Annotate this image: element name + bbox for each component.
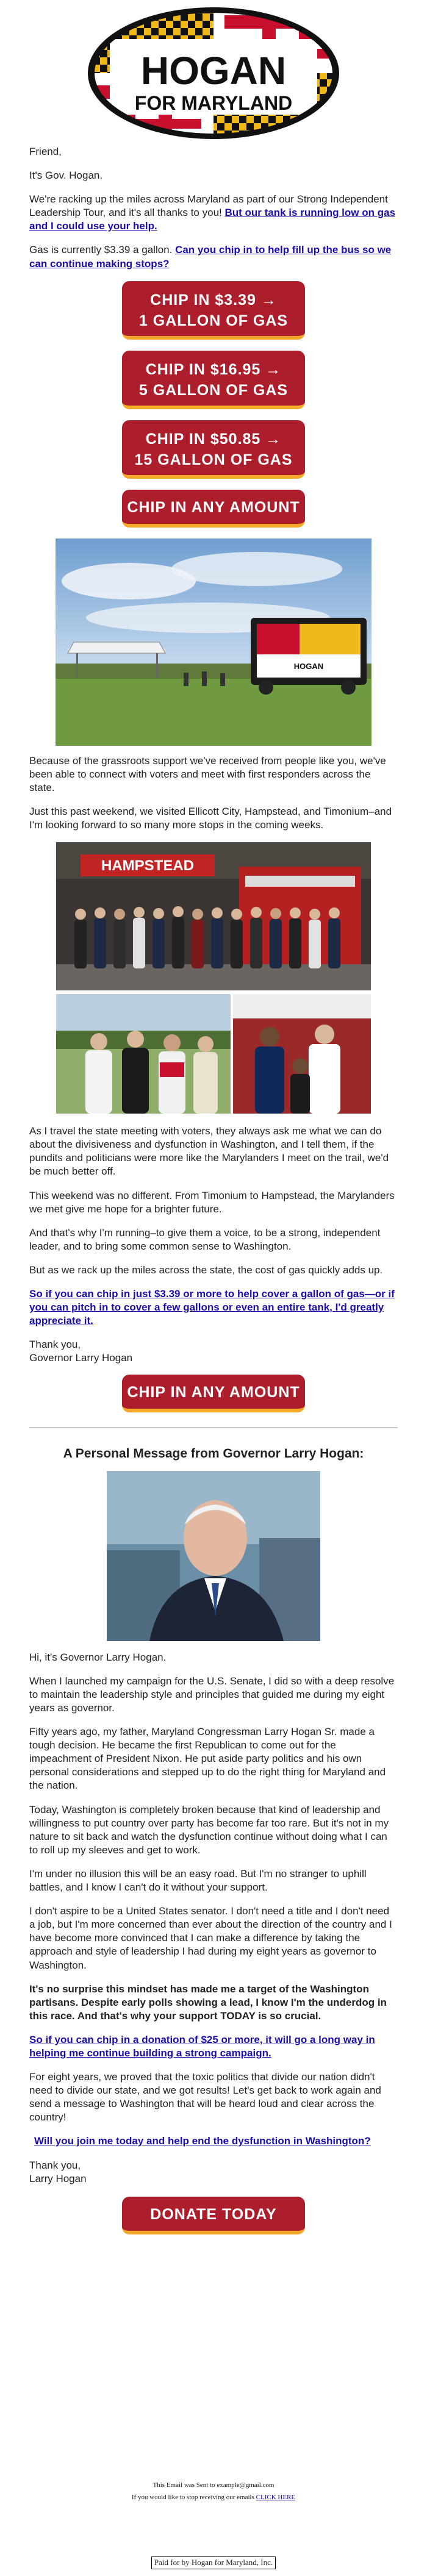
join-me-link[interactable]: Will you join me today and help end the dysfunction in Washington? (34, 2135, 371, 2147)
chip-in-5-gallon-button[interactable] (122, 351, 305, 409)
email-footer (0, 2481, 427, 2502)
hampstead-sign-text: HAMPSTEAD (101, 857, 195, 875)
intro-p2-text: Gas is currently $3.39 a gallon. (29, 244, 176, 256)
button-line: CHIP IN $16.95 → (145, 360, 282, 378)
logo-for-maryland-text: FOR MARYLAND (134, 92, 293, 114)
personal-paragraph-3: Today, Washington is completely broken because that kind of leadership and willingness to put country over party has become far too rare. But it's not in my nature to sit back and watch the dysfunction continue without doing what I can to roll up my sleeves and get to work. (29, 1803, 389, 1856)
intro-line: It's Gov. Hogan. (29, 170, 103, 182)
body-paragraph-3: Because of the grassroots support we've received from people like you, we've been able to connect with voters and meet with first responders across the state. (29, 754, 386, 793)
personal-paragraph-6 (29, 1983, 398, 2023)
body-paragraph-6: This weekend was no different. From Timonium to Hampstead, the Marylanders we met give me hope for a brighter future. (29, 1189, 395, 1215)
donate-25-link[interactable]: So if you can chip in a donation of $25 or more, it will go a long way in helping me continue building a strong campaign. (29, 2033, 375, 2059)
greeting: Friend, (29, 146, 62, 157)
personal-paragraph-1: When I launched my campaign for the U.S. Senate, I did so with a deep resolve to maintain the leadership style and principles that guided me during my eight years as governor. (29, 1675, 395, 1714)
hampstead-firehouse-photo (56, 842, 371, 990)
footer-sent-to: This Email was Sent to example@gmail.com (152, 2481, 274, 2489)
chip-in-gallon-link[interactable]: So if you can chip in just $3.39 or more to help cover a gallon of gas—or if you can pitch in to cover a few gallons or even an entire tank, I'd greatly appreciate it. (29, 1287, 395, 1327)
maryland-flag-emblem (85, 6, 342, 140)
supporters-photo-left (56, 994, 231, 1114)
supporter-photos-row (56, 994, 371, 1114)
personal-signoff-name: Larry Hogan (29, 2172, 87, 2184)
hogan-logo (85, 6, 342, 140)
chip-in-1-gallon-button[interactable] (122, 281, 305, 340)
button-line: 15 GALLON OF GAS (134, 451, 293, 468)
signoff-name: Governor Larry Hogan (29, 1352, 133, 1364)
section-divider (29, 1427, 398, 1428)
personal-signoff-thank-you: Thank you, (29, 2159, 81, 2171)
personal-hi: Hi, it's Governor Larry Hogan. (29, 1651, 167, 1663)
button-line: CHIP IN $50.85 → (145, 430, 282, 448)
logo-hogan-text: HOGAN (140, 49, 287, 93)
personal-message-heading: A Personal Message from Governor Larry Hogan: (63, 1447, 364, 1461)
body-paragraph-8: But as we rack up the miles across the state, the cost of gas quickly adds up. (29, 1264, 383, 1276)
body-paragraph-4: Just this past weekend, we visited Ellicott City, Hampstead, and Timonium–and I'm looking forward to so many more stops in the coming weeks. (29, 805, 392, 831)
footer-unsubscribe-text: If you would like to stop receiving our emails (131, 2494, 256, 2502)
personal-bold-text: It's no surprise this mindset has made me a target of the Washington partisans. Despite early polls showing a lead, I know I'm the underdog in this race. And that's why your support TODAY is so crucial. (29, 1983, 387, 2022)
unsubscribe-link[interactable]: CLICK HERE (256, 2494, 296, 2502)
paid-for-area (0, 2555, 427, 2569)
personal-paragraph-2: Fifty years ago, my father, Maryland Congressman Larry Hogan Sr. made a tough decision. He became the first Republican to come out for the impeachment of President Nixon. He put aside party politics and his own personal considerations and stepped up to do the right thing for Maryland and the nation. (29, 1726, 386, 1792)
fill-up-bus-link[interactable]: Can you chip in to help fill up the bus so we can continue making stops? (29, 244, 392, 270)
campaign-bus-photo (56, 538, 371, 746)
supporters-photo-right (233, 994, 371, 1114)
body-paragraph-9 (29, 1287, 398, 1328)
button-line: 5 GALLON OF GAS (138, 381, 289, 399)
chip-in-15-gallon-button[interactable] (122, 420, 305, 479)
svg-text:HOGAN: HOGAN (293, 661, 324, 671)
tank-low-link[interactable]: But our tank is running low on gas and I could use your help. (29, 207, 396, 232)
donate-today-button[interactable]: DONATE TODAY (122, 2197, 305, 2234)
personal-paragraph-8: For eight years, we proved that the toxic politics that divide our nation didn't need to divide our state, and we got results! Let's get back to work again and send a message to Washington that will be heard loud and clear across the country! (29, 2071, 381, 2123)
signoff-thank-you: Thank you, (29, 1339, 81, 1351)
personal-paragraph-9 (29, 2134, 398, 2148)
button-line: CHIP IN $3.39 → (150, 291, 277, 309)
body-paragraph-7: And that's why I'm running–to give them a voice, to be a strong, independent leader, and to bring some common sense to Washington. (29, 1226, 381, 1252)
intro-paragraph-2 (29, 243, 398, 270)
paid-for-disclaimer: Paid for by Hogan for Maryland, Inc. (151, 2556, 276, 2569)
personal-paragraph-7 (29, 2033, 398, 2060)
header-logo-area (0, 0, 427, 140)
personal-paragraph-4: I'm under no illusion this will be an easy road. But I'm no stranger to uphill battles, and I know I can't do it without your support. (29, 1867, 367, 1894)
body-paragraph-5: As I travel the state meeting with voters, they always ask me what we can do about the divisiveness and dysfunction in Washington, and I tell them, if the pundits and politicians were more like the Marylanders I meet on the trail, we'd be much better off. (29, 1125, 389, 1178)
governor-portrait-photo (107, 1471, 320, 1641)
personal-paragraph-5: I don't aspire to be a United States senator. I don't need a title and I don't need a job, but I'm more concerned than ever about the direction of the country and I have become more convinced that I can make a difference by taking the approach and style of leadership I had during my eight years as governor to Washington. (29, 1905, 392, 1971)
intro-paragraph-1 (29, 193, 398, 233)
chip-in-any-amount-button[interactable]: CHIP IN ANY AMOUNT (122, 490, 305, 528)
footer-unsubscribe-line (0, 2493, 427, 2502)
button-line: 1 GALLON OF GAS (138, 312, 289, 329)
intro-p1-text: We're racking up the miles across Maryland as part of our Strong Independent Leadership Tour, and it's all thanks to you! (29, 193, 388, 219)
chip-in-any-amount-button-2[interactable]: CHIP IN ANY AMOUNT (122, 1375, 305, 1412)
